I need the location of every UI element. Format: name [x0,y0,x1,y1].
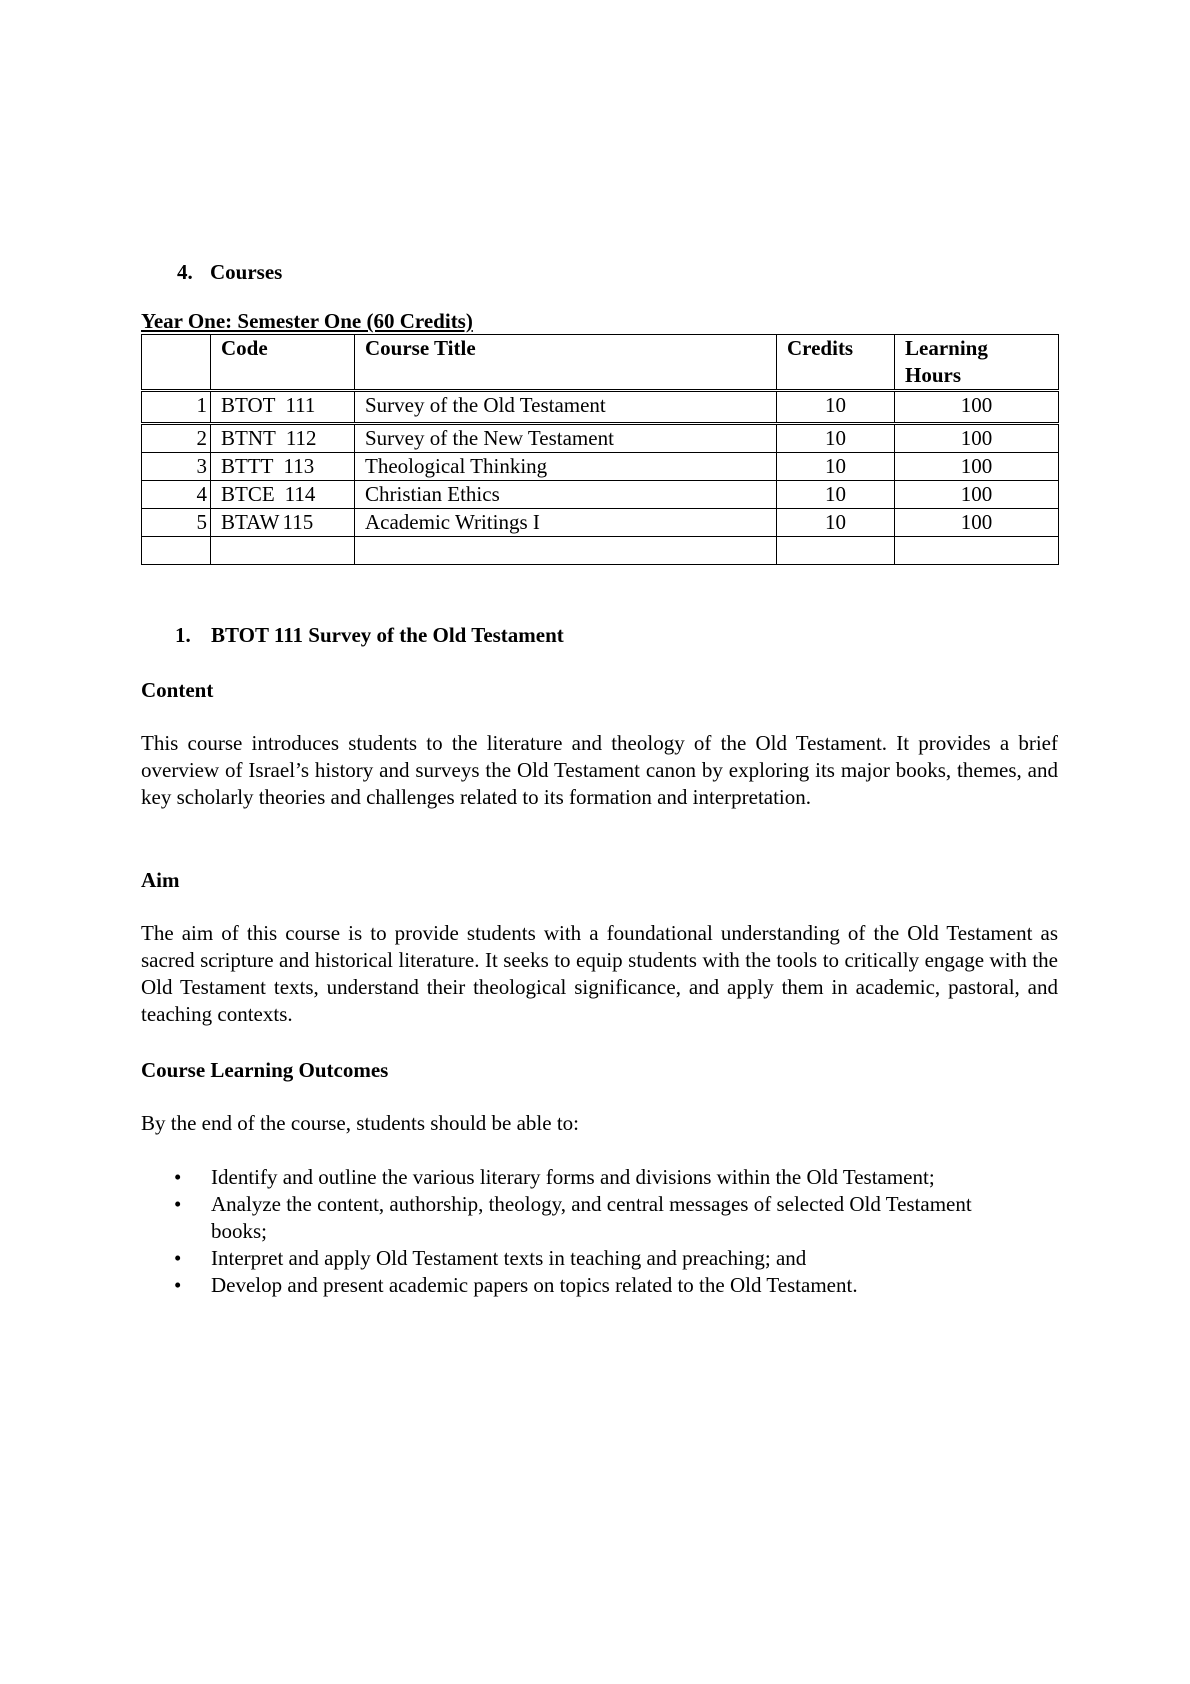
header-course-title: Course Title [355,335,777,391]
header-hours-line2: Hours [905,363,962,387]
course-code-prefix: BTTT [221,454,274,478]
course-code-prefix: BTAW [221,510,280,534]
empty-cell [142,537,211,565]
bullet-icon: • [174,1165,182,1189]
course-credits: 10 [777,509,895,537]
empty-cell [355,537,777,565]
course-number: 1. [175,623,191,647]
course-hours: 100 [895,391,1059,424]
course-code-number: 112 [285,426,317,450]
row-number: 3 [142,453,211,481]
course-code-number: 114 [284,482,316,506]
course-hours: 100 [895,453,1059,481]
row-number: 4 [142,481,211,509]
list-item [141,1245,1031,1272]
course-title: Survey of the New Testament [355,424,777,453]
course-code-prefix: BTNT [221,426,276,450]
header-hours-line1: Learning [905,336,988,360]
section-number: 4. [177,260,193,284]
row-number: 2 [142,424,211,453]
course-code [211,424,355,453]
table-row [142,424,1059,453]
outcome-text: Interpret and apply Old Testament texts in teaching and preaching; and [211,1246,807,1270]
outcome-text: Analyze the content, authorship, theology, and central messages of selected Old Testament books; [211,1192,972,1243]
course-code-number: 115 [282,510,314,534]
table-row-empty [142,537,1059,565]
header-num [142,335,211,391]
content-heading: Content [141,678,214,702]
course-hours: 100 [895,481,1059,509]
course-title: Survey of the Old Testament [355,391,777,424]
outcomes-heading: Course Learning Outcomes [141,1058,389,1082]
empty-cell [777,537,895,565]
row-number: 1 [142,391,211,424]
table-header-row [142,335,1059,391]
aim-paragraph: The aim of this course is to provide students with a foundational understanding of the Old Testament as sacred scripture and historical literature. It seeks to equip students with the tools to critically engage with the Old Testament texts, understand their theological significance, and apply them in academic, pastoral, and teaching contexts. [141,921,1058,1026]
course-code-prefix: BTCE [221,482,275,506]
table-row [142,509,1059,537]
table-caption: Year One: Semester One (60 Credits) [141,309,473,333]
row-number: 5 [142,509,211,537]
list-item [141,1191,1031,1245]
course-code [211,509,355,537]
course-code-number: 111 [285,393,316,417]
course-code-prefix: BTOT [221,393,276,417]
course-table [141,334,1059,565]
course-credits: 10 [777,453,895,481]
list-item [141,1164,1031,1191]
course-credits: 10 [777,424,895,453]
course-heading-text: BTOT 111 Survey of the Old Testament [211,623,564,647]
course-credits: 10 [777,391,895,424]
empty-cell [211,537,355,565]
course-credits: 10 [777,481,895,509]
empty-cell [895,537,1059,565]
aim-heading: Aim [141,868,180,892]
bullet-icon: • [174,1192,182,1216]
outcomes-list [141,1164,1058,1299]
course-title: Christian Ethics [355,481,777,509]
course-title: Theological Thinking [355,453,777,481]
content-paragraph: This course introduces students to the literature and theology of the Old Testament. It provides a brief overview of Israel’s history and surveys the Old Testament canon by exploring its major books, themes, and key scholarly theories and challenges related to its formation and interpretation. [141,731,1058,809]
course-title: Academic Writings I [355,509,777,537]
table-row [142,453,1059,481]
bullet-icon: • [174,1273,182,1297]
course-heading [175,622,564,649]
section-heading [177,259,282,286]
course-code [211,391,355,424]
course-hours: 100 [895,509,1059,537]
outcome-text: Develop and present academic papers on topics related to the Old Testament. [211,1273,858,1297]
course-code [211,481,355,509]
header-learning-hours [895,335,1059,391]
header-credits: Credits [777,335,895,391]
course-code [211,453,355,481]
course-code-number: 113 [283,454,315,478]
list-item [141,1272,1031,1299]
section-title: Courses [210,260,283,284]
bullet-icon: • [174,1246,182,1270]
outcomes-intro: By the end of the course, students should be able to: [141,1111,579,1135]
header-code: Code [211,335,355,391]
course-hours: 100 [895,424,1059,453]
outcome-text: Identify and outline the various literary forms and divisions within the Old Testament; [211,1165,935,1189]
table-row [142,391,1059,424]
table-row [142,481,1059,509]
